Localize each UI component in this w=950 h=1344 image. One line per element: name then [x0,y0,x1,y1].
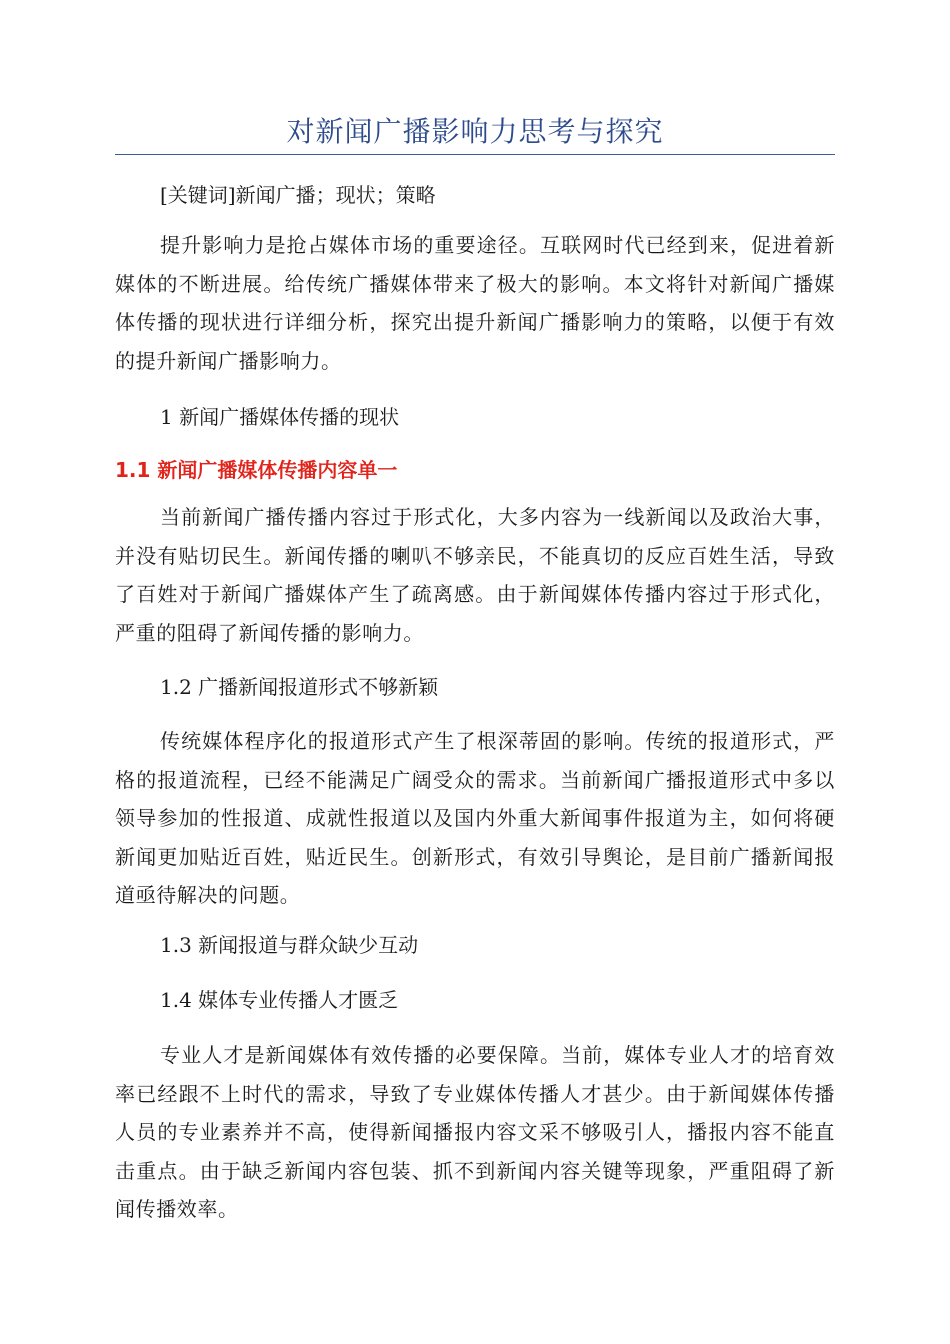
keywords-line: [关键词]新闻广播；现状；策略 [160,183,436,207]
section-1-2-paragraph: 传统媒体程序化的报道形式产生了根深蒂固的影响。传统的报道形式，严格的报道流程，已经不能满足广阔受众的需求。当前新闻广播报道形式中多以领导参加的性报道、成就性报道以及国内外重大新闻事件报道为主，如何将硬新闻更加贴近百姓，贴近民生。创新形式，有效引导舆论，是目前广播新闻报道亟待解决的问题。 [115,729,835,907]
title-underline [115,154,835,155]
abstract-paragraph: 提升影响力是抢占媒体市场的重要途径。互联网时代已经到来，促进着新媒体的不断进展。给传统广播媒体带来了极大的影响。本文将针对新闻广播媒体传播的现状进行详细分析，探究出提升新闻广播影响力的策略，以便于有效的提升新闻广播影响力。 [115,233,835,373]
document-title: 对新闻广播影响力思考与探究 [286,115,664,148]
section-1-1-heading: 1.1 新闻广播媒体传播内容单一 [115,458,398,482]
section-1-4-heading: 1.4 媒体专业传播人才匮乏 [160,988,399,1012]
section-1-1-paragraph: 当前新闻广播传播内容过于形式化，大多内容为一线新闻以及政治大事，并没有贴切民生。新闻传播的喇叭不够亲民，不能真切的反应百姓生活，导致了百姓对于新闻广播媒体产生了疏离感。由于新闻媒体传播内容过于形式化，严重的阻碍了新闻传播的影响力。 [115,505,835,645]
section-1-2-heading: 1.2 广播新闻报道形式不够新颖 [160,675,439,699]
section-1-3-heading: 1.3 新闻报道与群众缺少互动 [160,933,419,957]
section-1-heading: 1 新闻广播媒体传播的现状 [160,405,400,429]
section-1-4-paragraph: 专业人才是新闻媒体有效传播的必要保障。当前，媒体专业人才的培育效率已经跟不上时代的需求，导致了专业媒体传播人才甚少。由于新闻媒体传播人员的专业素养并不高，使得新闻播报内容文采不够吸引人，播报内容不能直击重点。由于缺乏新闻内容包装、抓不到新闻内容关键等现象，严重阻碍了新闻传播效率。 [115,1043,835,1221]
